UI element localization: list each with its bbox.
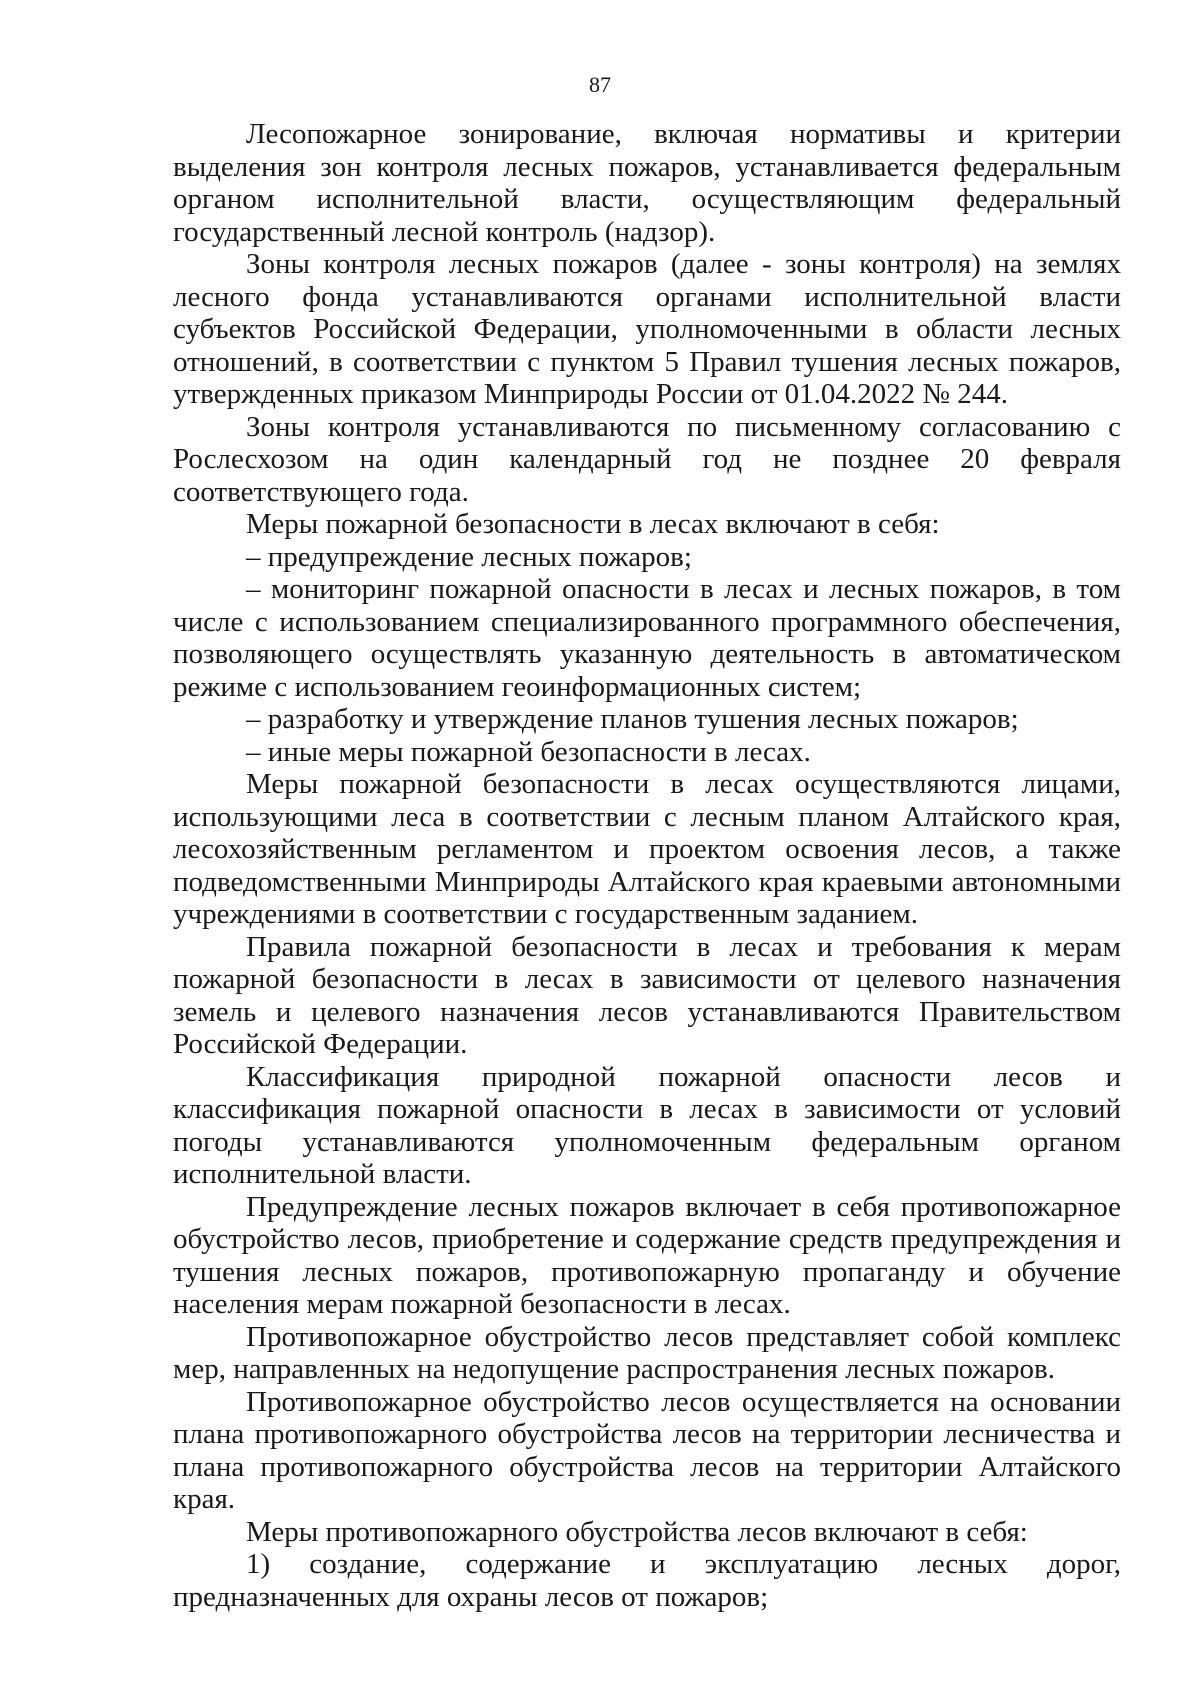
page-number: 87 — [589, 72, 611, 97]
paragraph-control-zones-agreement: Зоны контроля устанавливаются по письменному согласованию с Рослесхозом на один календарный год не позднее 20 февраля соответствующего года. — [173, 410, 1121, 508]
list-item-monitoring: – мониторинг пожарной опасности в лесах и лесных пожаров, в том числе с использованием специализированного программного обеспечения, позволяющего осуществлять указанную деятельность в автоматическом режиме с использованием геоинформационных систем; — [173, 573, 1121, 703]
paragraph-arrangement-basis: Противопожарное обустройство лесов осуществляется на основании плана противопожарного обустройства лесов на территории лесничества и плана противопожарного обустройства лесов на территории Алтайского края. — [173, 1385, 1121, 1515]
paragraph-fire-zoning: Лесопожарное зонирование, включая нормативы и критерии выделения зон контроля лесных пожаров, устанавливается федеральным органом исполнительной власти, осуществляющим федеральный государственный лесной контроль (надзор). — [173, 118, 1121, 248]
document-body — [173, 118, 1121, 1613]
paragraph-arrangement-measures-intro: Меры противопожарного обустройства лесов включают в себя: — [246, 1515, 1028, 1548]
paragraph-safety-rules: Правила пожарной безопасности в лесах и требования к мерам пожарной безопасности в лесах в зависимости от целевого назначения земель и целевого назначения лесов устанавливаются Правительством Российской Федерации. — [173, 930, 1121, 1060]
paragraph-fire-prevention: Предупреждение лесных пожаров включает в себя противопожарное обустройство лесов, приобретение и содержание средств предупреждения и тушения лесных пожаров, противопожарную пропаганду и обучение населения мерам пожарной безопасности в лесах. — [173, 1190, 1121, 1320]
paragraph-fireproof-arrangement: Противопожарное обустройство лесов представляет собой комплекс мер, направленных на недопущение распространения лесных пожаров. — [173, 1320, 1121, 1385]
paragraph-control-zones: Зоны контроля лесных пожаров (далее - зоны контроля) на землях лесного фонда устанавливаются органами исполнительной власти субъектов Российской Федерации, уполномоченными в области лесных отношений, в соответствии с пунктом 5 Правил тушения лесных пожаров, утвержденных приказом Минприроды России от 01.04.2022 № 244. — [173, 248, 1121, 410]
list-item-extinguishing-plans: – разработку и утверждение планов тушения лесных пожаров; — [246, 703, 1019, 735]
paragraph-hazard-classification: Классификация природной пожарной опасности лесов и классификация пожарной опасности в лесах в зависимости от условий погоды устанавливаются уполномоченным федеральным органом исполнительной власти. — [173, 1060, 1121, 1190]
list-item-forest-roads: 1) создание, содержание и эксплуатацию лесных дорог, предназначенных для охраны лесов от пожаров; — [173, 1548, 1121, 1613]
list-item-other-measures: – иные меры пожарной безопасности в лесах. — [246, 735, 811, 768]
list-item-prevention: – предупреждение лесных пожаров; — [246, 540, 692, 573]
paragraph-measures-implementation: Меры пожарной безопасности в лесах осуществляются лицами, использующими леса в соответствии с лесным планом Алтайского края, лесохозяйственным регламентом и проектом освоения лесов, а также подведомственными Минприроды Алтайского края краевыми автономными учреждениями в соответствии с государственным заданием. — [173, 768, 1121, 930]
paragraph-safety-measures-intro: Меры пожарной безопасности в лесах включают в себя: — [246, 508, 940, 540]
